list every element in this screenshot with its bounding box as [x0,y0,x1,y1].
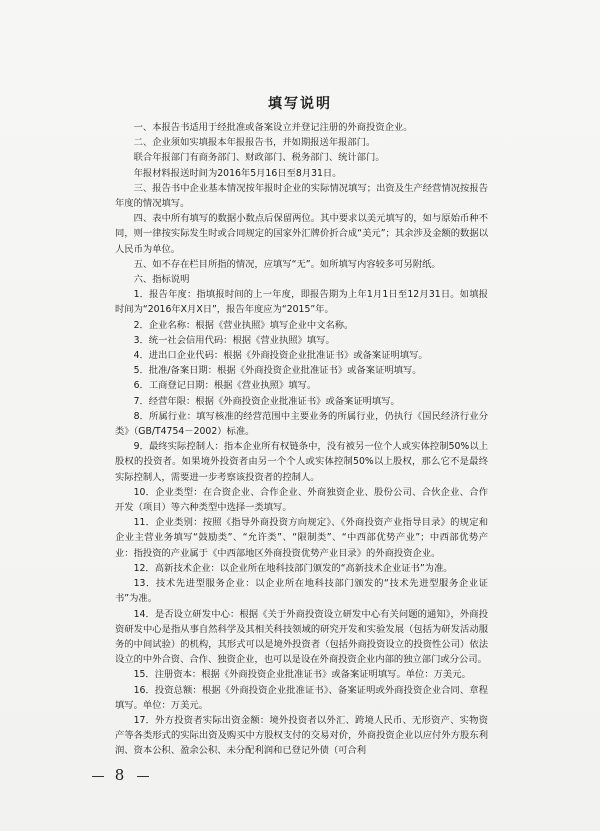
indicator-item: 16．投资总额：根据《外商投资企业批准证书》、备案证明或外商投资企业合同、章程填写。单位：万美元。 [115,684,488,711]
indicator-item: 4．进出口企业代码：根据《外商投资企业批准证书》或备案证明填写。 [133,350,428,362]
page-title: 填写说明 [268,96,332,112]
indicator-item: 7．经营年限：根据《外商投资企业批准证书》或备案证明填写。 [133,395,400,407]
indicator-item: 2．企业名称：根据《营业执照》填写企业中文名称。 [133,319,354,331]
paragraph: 二、企业须如实填报本年报报告书，并如期报送年报部门。 [133,137,376,149]
indicator-item: 8．所属行业：填写核准的经营范围中主要业务的所属行业，仍执行《国民经济行业分类》（GB/T4754－2002）标准。 [115,410,488,438]
page-footer [88,766,153,784]
indicator-item: 10．企业类型：在合资企业、合作企业、外商独资企业、股份公司、合伙企业、合作开发（项目）等六种类型中选择一类填写。 [115,486,488,514]
indicator-item: 15．注册资本：根据《外商投资企业批准证书》或备案证明填写。单位：万美元。 [133,669,471,681]
instructions-body [115,120,488,759]
indicator-item: 14．是否设立研发中心：根据《关于外商投资设立研发中心有关问题的通知》，外商投资研发中心是指从事自然科学及其相关科技领域的研究开发和实验发展（包括为研发活动服务的中间试验）的机构，其形式可以是境外投资者（包括外商投资设立的投资性公司）依法设立的中外合资、合作、独资企业，也可以是设在外商投资企业内部的独立部门或分公司。 [115,608,488,666]
paragraph: 年报材料报送时间为2016年5月16日至8月31日。 [133,167,342,179]
paragraph: 三、报告书中企业基本情况按年报时企业的实际情况填写；出资及生产经营情况按报告年度的情况填写。 [115,182,488,210]
paragraph: 联合年报部门有商务部门、财政部门、税务部门、统计部门。 [133,152,385,164]
indicator-item: 13．技术先进型服务企业：以企业所在地科技部门颁发的“技术先进型服务企业证书”为准。 [115,578,488,605]
indicator-item: 5．批准/备案日期：根据《外商投资企业批准证书》或备案证明填写。 [133,365,422,377]
paragraph: 四、表中所有填写的数据小数点后保留两位。其中要求以美元填写的，如与原始币种不同，则一律按实际发生时或合同规定的国家外汇牌价折合成“美元”；其余涉及金额的数据以人民币为单位。 [115,213,488,255]
indicator-item: 1．报告年度：指填报时间的上一年度，即报告期为上年1月1日至12月31日。如填报时间为“2016年X月X日”，报告年度应为“2015”年。 [115,289,488,316]
section-heading: 六、指标说明 [133,274,190,286]
indicator-item: 12．高新技术企业：以企业所在地科技部门颁发的“高新技术企业证书”为准。 [133,562,453,574]
paragraph: 一、本报告书适用于经批准或备案设立并登记注册的外商投资企业。 [133,122,413,133]
indicator-item: 9．最终实际控制人：指本企业所有权链条中，没有被另一位个人或实体控制50%以上股权的投资者。如果境外投资者由另一个个人或实体控制50%以上股权，那么它不是最终实际控制人，需要进一步考察该投资者的控制人。 [115,441,488,483]
footer-dash-left [92,776,104,777]
indicator-item: 6．工商登记日期：根据《营业执照》填写。 [133,380,317,392]
footer-dash-right [137,776,149,777]
page-number: 8 [114,766,127,784]
paragraph: 五、如不存在栏目所指的情况，应填写“无”。如所填写内容较多可另附纸。 [133,258,441,270]
indicator-item: 11．企业类别：按照《指导外商投资方向规定》、《外商投资产业指导目录》的规定和企业主营业务填写“鼓励类”、“允许类”、“限制类”、“中西部优势产业”；中西部优势产业：指投资的产业属于《中西部地区外商投资优势产业目录》的外商投资企业。 [115,517,488,559]
indicator-item: 17．外方投资者实际出资金额：境外投资者以外汇、跨境人民币、无形资产、实物资产等各类形式的实际出资及购买中方股权支付的交易对价，外商投资企业以应付外方股东利润、资本公积、盈余公积、未分配利润和已登记外债（可合利 [115,714,488,757]
indicator-item: 3．统一社会信用代码：根据《营业执照》填写。 [133,334,335,346]
